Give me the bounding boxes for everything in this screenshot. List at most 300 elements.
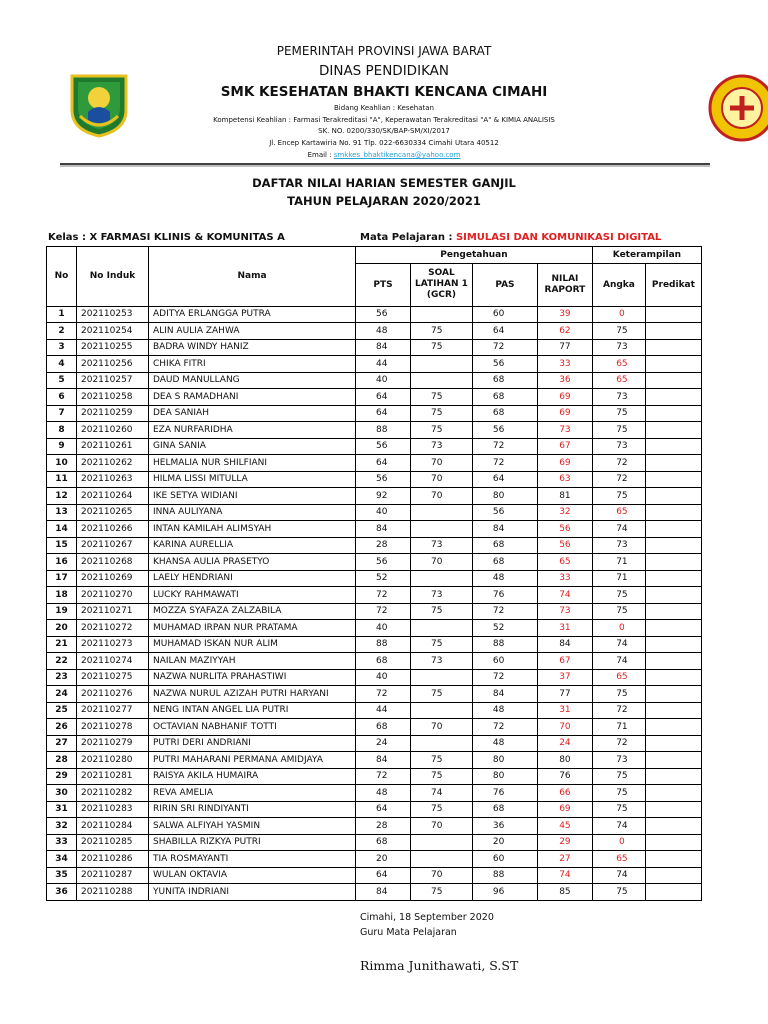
score-pas: 56	[472, 504, 537, 521]
score-raport: 36	[537, 372, 592, 389]
score-soal: 75	[411, 422, 473, 439]
student-id: 202110274	[77, 653, 149, 670]
score-pas: 68	[472, 554, 537, 571]
soal-line-3: (GCR)	[426, 290, 457, 300]
score-predikat	[645, 834, 701, 851]
score-soal	[411, 735, 473, 752]
score-raport: 73	[537, 603, 592, 620]
score-predikat	[645, 356, 701, 373]
header-divider	[60, 163, 710, 167]
row-number: 27	[47, 735, 77, 752]
header-email-line	[0, 151, 768, 159]
table-row	[47, 620, 702, 637]
score-raport: 81	[537, 488, 592, 505]
student-id: 202110268	[77, 554, 149, 571]
student-id: 202110257	[77, 372, 149, 389]
score-predikat	[645, 785, 701, 802]
student-name: NENG INTAN ANGEL LIA PUTRI	[149, 702, 356, 719]
student-name: TIA ROSMAYANTI	[149, 851, 356, 868]
class-label: Kelas : X FARMASI KLINIS & KOMUNITAS A	[48, 232, 285, 243]
score-angka: 74	[592, 867, 645, 884]
score-predikat	[645, 653, 701, 670]
student-name: KHANSA AULIA PRASETYO	[149, 554, 356, 571]
score-pts: 40	[356, 669, 411, 686]
table-row	[47, 752, 702, 769]
student-name: NAILAN MAZIYYAH	[149, 653, 356, 670]
score-raport: 56	[537, 537, 592, 554]
group-header-keterampilan: Keterampilan	[592, 247, 701, 264]
score-predikat	[645, 306, 701, 323]
score-soal: 74	[411, 785, 473, 802]
row-number: 33	[47, 834, 77, 851]
score-pts: 64	[356, 455, 411, 472]
score-predikat	[645, 620, 701, 637]
student-id: 202110288	[77, 884, 149, 901]
col-header-nama: Nama	[149, 247, 356, 307]
score-raport: 63	[537, 471, 592, 488]
score-angka: 65	[592, 372, 645, 389]
student-id: 202110254	[77, 323, 149, 340]
student-id: 202110253	[77, 306, 149, 323]
row-number: 34	[47, 851, 77, 868]
score-pts: 72	[356, 686, 411, 703]
score-raport: 80	[537, 752, 592, 769]
score-pts: 56	[356, 438, 411, 455]
student-name: NAZWA NURLITA PRAHASTIWI	[149, 669, 356, 686]
col-header-pas: PAS	[472, 263, 537, 306]
score-angka: 74	[592, 653, 645, 670]
score-pas: 84	[472, 521, 537, 538]
score-predikat	[645, 686, 701, 703]
score-angka: 0	[592, 620, 645, 637]
score-pts: 40	[356, 620, 411, 637]
table-row	[47, 653, 702, 670]
score-raport: 66	[537, 785, 592, 802]
score-pts: 88	[356, 422, 411, 439]
score-soal	[411, 356, 473, 373]
subject-line	[360, 232, 661, 243]
score-pts: 84	[356, 752, 411, 769]
table-row	[47, 818, 702, 835]
signature-role: Guru Mata Pelajaran	[360, 927, 457, 938]
table-row	[47, 438, 702, 455]
score-pts: 72	[356, 587, 411, 604]
score-pts: 64	[356, 867, 411, 884]
student-id: 202110282	[77, 785, 149, 802]
score-angka: 65	[592, 851, 645, 868]
score-angka: 73	[592, 438, 645, 455]
table-row	[47, 306, 702, 323]
col-header-predikat: Predikat	[645, 263, 701, 306]
student-id: 202110280	[77, 752, 149, 769]
student-id: 202110260	[77, 422, 149, 439]
score-pas: 76	[472, 785, 537, 802]
score-predikat	[645, 768, 701, 785]
score-soal: 75	[411, 405, 473, 422]
student-id: 202110265	[77, 504, 149, 521]
score-angka: 75	[592, 768, 645, 785]
score-pas: 64	[472, 471, 537, 488]
score-raport: 31	[537, 620, 592, 637]
col-header-soal	[411, 263, 473, 306]
score-pas: 80	[472, 488, 537, 505]
score-raport: 77	[537, 686, 592, 703]
score-pas: 88	[472, 867, 537, 884]
score-predikat	[645, 801, 701, 818]
table-row	[47, 389, 702, 406]
score-pts: 84	[356, 884, 411, 901]
score-soal: 70	[411, 471, 473, 488]
table-row	[47, 834, 702, 851]
student-id: 202110281	[77, 768, 149, 785]
student-id: 202110259	[77, 405, 149, 422]
score-pts: 40	[356, 372, 411, 389]
score-pas: 72	[472, 438, 537, 455]
table-row	[47, 851, 702, 868]
student-id: 202110261	[77, 438, 149, 455]
table-row	[47, 867, 702, 884]
table-row	[47, 702, 702, 719]
score-pts: 64	[356, 801, 411, 818]
email-link[interactable]: smkkes_bhaktikencana@yahoo.com	[333, 151, 461, 159]
score-pts: 92	[356, 488, 411, 505]
row-number: 10	[47, 455, 77, 472]
student-id: 202110270	[77, 587, 149, 604]
student-name: OCTAVIAN NABHANIF TOTTI	[149, 719, 356, 736]
score-raport: 69	[537, 389, 592, 406]
student-id: 202110262	[77, 455, 149, 472]
score-pts: 24	[356, 735, 411, 752]
student-name: IKE SETYA WIDIANI	[149, 488, 356, 505]
score-raport: 74	[537, 587, 592, 604]
col-header-raport	[537, 263, 592, 306]
table-row	[47, 801, 702, 818]
score-pas: 60	[472, 653, 537, 670]
score-soal: 70	[411, 867, 473, 884]
row-number: 36	[47, 884, 77, 901]
row-number: 5	[47, 372, 77, 389]
score-angka: 75	[592, 323, 645, 340]
student-name: HILMA LISSI MITULLA	[149, 471, 356, 488]
score-pas: 60	[472, 851, 537, 868]
score-predikat	[645, 818, 701, 835]
score-pts: 68	[356, 719, 411, 736]
score-pts: 64	[356, 389, 411, 406]
score-angka: 75	[592, 587, 645, 604]
score-predikat	[645, 554, 701, 571]
score-pas: 68	[472, 405, 537, 422]
row-number: 6	[47, 389, 77, 406]
score-soal	[411, 570, 473, 587]
student-id: 202110271	[77, 603, 149, 620]
row-number: 35	[47, 867, 77, 884]
score-raport: 39	[537, 306, 592, 323]
row-number: 22	[47, 653, 77, 670]
soal-line-1: SOAL	[428, 268, 455, 278]
row-number: 19	[47, 603, 77, 620]
score-soal: 75	[411, 752, 473, 769]
score-pas: 68	[472, 537, 537, 554]
table-row	[47, 356, 702, 373]
score-angka: 72	[592, 702, 645, 719]
header-bidang: Bidang Keahlian : Kesehatan	[334, 104, 434, 112]
student-id: 202110266	[77, 521, 149, 538]
table-row	[47, 719, 702, 736]
score-predikat	[645, 752, 701, 769]
score-pas: 72	[472, 603, 537, 620]
score-pts: 84	[356, 521, 411, 538]
score-pas: 48	[472, 702, 537, 719]
score-predikat	[645, 455, 701, 472]
student-name: RIRIN SRI RINDIYANTI	[149, 801, 356, 818]
score-predikat	[645, 851, 701, 868]
score-pas: 52	[472, 620, 537, 637]
row-number: 14	[47, 521, 77, 538]
table-row	[47, 455, 702, 472]
table-row	[47, 768, 702, 785]
student-name: SALWA ALFIYAH YASMIN	[149, 818, 356, 835]
table-row	[47, 422, 702, 439]
col-header-pts: PTS	[356, 263, 411, 306]
student-name: MOZZA SYAFAZA ZALZABILA	[149, 603, 356, 620]
row-number: 28	[47, 752, 77, 769]
table-row	[47, 587, 702, 604]
col-header-induk: No Induk	[77, 247, 149, 307]
subject-name: SIMULASI DAN KOMUNIKASI DIGITAL	[455, 232, 662, 243]
score-soal	[411, 834, 473, 851]
score-predikat	[645, 471, 701, 488]
student-name: BADRA WINDY HANIZ	[149, 339, 356, 356]
table-row	[47, 339, 702, 356]
student-id: 202110256	[77, 356, 149, 373]
score-pas: 72	[472, 719, 537, 736]
row-number: 25	[47, 702, 77, 719]
row-number: 24	[47, 686, 77, 703]
score-pts: 88	[356, 636, 411, 653]
score-pts: 20	[356, 851, 411, 868]
score-predikat	[645, 587, 701, 604]
score-predikat	[645, 422, 701, 439]
score-raport: 31	[537, 702, 592, 719]
score-angka: 65	[592, 669, 645, 686]
score-angka: 65	[592, 356, 645, 373]
score-predikat	[645, 504, 701, 521]
table-row	[47, 570, 702, 587]
score-angka: 74	[592, 636, 645, 653]
score-soal	[411, 702, 473, 719]
col-header-no: No	[47, 247, 77, 307]
score-pts: 52	[356, 570, 411, 587]
student-name: MUHAMAD ISKAN NUR ALIM	[149, 636, 356, 653]
score-pts: 56	[356, 554, 411, 571]
table-row	[47, 537, 702, 554]
row-number: 30	[47, 785, 77, 802]
student-id: 202110272	[77, 620, 149, 637]
score-pts: 68	[356, 834, 411, 851]
student-name: SHABILLA RIZKYA PUTRI	[149, 834, 356, 851]
table-row	[47, 372, 702, 389]
score-angka: 75	[592, 686, 645, 703]
col-header-angka: Angka	[592, 263, 645, 306]
score-predikat	[645, 570, 701, 587]
score-raport: 77	[537, 339, 592, 356]
raport-line-2: RAPORT	[544, 284, 586, 295]
score-pas: 88	[472, 636, 537, 653]
score-angka: 75	[592, 801, 645, 818]
score-pts: 64	[356, 405, 411, 422]
student-name: KARINA AURELLIA	[149, 537, 356, 554]
student-id: 202110255	[77, 339, 149, 356]
student-name: RAISYA AKILA HUMAIRA	[149, 768, 356, 785]
score-raport: 29	[537, 834, 592, 851]
student-name: PUTRI DERI ANDRIANI	[149, 735, 356, 752]
score-raport: 33	[537, 570, 592, 587]
score-angka: 74	[592, 521, 645, 538]
score-pas: 80	[472, 768, 537, 785]
table-row	[47, 669, 702, 686]
score-soal: 70	[411, 818, 473, 835]
student-name: INNA AULIYANA	[149, 504, 356, 521]
score-predikat	[645, 603, 701, 620]
student-id: 202110279	[77, 735, 149, 752]
score-angka: 75	[592, 488, 645, 505]
score-raport: 37	[537, 669, 592, 686]
score-pas: 48	[472, 735, 537, 752]
score-pts: 84	[356, 339, 411, 356]
signature-place-date: Cimahi, 18 September 2020	[360, 912, 494, 923]
score-predikat	[645, 884, 701, 901]
score-angka: 75	[592, 785, 645, 802]
score-raport: 45	[537, 818, 592, 835]
score-pas: 76	[472, 587, 537, 604]
score-soal: 75	[411, 636, 473, 653]
student-id: 202110273	[77, 636, 149, 653]
table-row	[47, 521, 702, 538]
header-school-name: SMK KESEHATAN BHAKTI KENCANA CIMAHI	[220, 84, 548, 100]
score-angka: 0	[592, 306, 645, 323]
score-raport: 70	[537, 719, 592, 736]
score-raport: 73	[537, 422, 592, 439]
score-angka: 75	[592, 422, 645, 439]
score-pas: 20	[472, 834, 537, 851]
score-soal: 73	[411, 653, 473, 670]
header-government: PEMERINTAH PROVINSI JAWA BARAT	[276, 44, 492, 58]
score-pas: 68	[472, 372, 537, 389]
student-name: DEA S RAMADHANI	[149, 389, 356, 406]
score-angka: 72	[592, 455, 645, 472]
score-pas: 68	[472, 801, 537, 818]
score-soal	[411, 669, 473, 686]
score-angka: 74	[592, 818, 645, 835]
student-id: 202110275	[77, 669, 149, 686]
row-number: 20	[47, 620, 77, 637]
score-pts: 48	[356, 785, 411, 802]
document-year: TAHUN PELAJARAN 2020/2021	[287, 194, 481, 208]
student-name: NAZWA NURUL AZIZAH PUTRI HARYANI	[149, 686, 356, 703]
table-row	[47, 323, 702, 340]
student-id: 202110263	[77, 471, 149, 488]
score-predikat	[645, 702, 701, 719]
score-pts: 56	[356, 471, 411, 488]
score-soal: 75	[411, 603, 473, 620]
group-header-pengetahuan: Pengetahuan	[356, 247, 593, 264]
score-angka: 71	[592, 570, 645, 587]
score-angka: 75	[592, 603, 645, 620]
score-predikat	[645, 438, 701, 455]
score-pts: 48	[356, 323, 411, 340]
score-raport: 74	[537, 867, 592, 884]
score-angka: 73	[592, 752, 645, 769]
table-row	[47, 686, 702, 703]
score-pts: 68	[356, 653, 411, 670]
row-number: 4	[47, 356, 77, 373]
student-id: 202110276	[77, 686, 149, 703]
score-angka: 73	[592, 537, 645, 554]
row-number: 26	[47, 719, 77, 736]
student-id: 202110277	[77, 702, 149, 719]
student-name: INTAN KAMILAH ALIMSYAH	[149, 521, 356, 538]
score-angka: 71	[592, 554, 645, 571]
table-row	[47, 471, 702, 488]
score-angka: 75	[592, 884, 645, 901]
score-raport: 67	[537, 653, 592, 670]
score-predikat	[645, 323, 701, 340]
score-predikat	[645, 867, 701, 884]
header-department: DINAS PENDIDIKAN	[318, 63, 450, 79]
row-number: 8	[47, 422, 77, 439]
score-raport: 69	[537, 405, 592, 422]
student-name: EZA NURFARIDHA	[149, 422, 356, 439]
score-soal	[411, 521, 473, 538]
score-soal: 73	[411, 587, 473, 604]
score-pts: 44	[356, 356, 411, 373]
row-number: 1	[47, 306, 77, 323]
score-pas: 72	[472, 669, 537, 686]
score-raport: 33	[537, 356, 592, 373]
score-raport: 65	[537, 554, 592, 571]
table-row	[47, 405, 702, 422]
score-angka: 75	[592, 405, 645, 422]
row-number: 17	[47, 570, 77, 587]
row-number: 23	[47, 669, 77, 686]
student-id: 202110278	[77, 719, 149, 736]
score-pas: 56	[472, 356, 537, 373]
row-number: 16	[47, 554, 77, 571]
student-name: LAELY HENDRIANI	[149, 570, 356, 587]
row-number: 21	[47, 636, 77, 653]
row-number: 9	[47, 438, 77, 455]
row-number: 7	[47, 405, 77, 422]
score-raport: 56	[537, 521, 592, 538]
grades-table-body	[47, 306, 702, 900]
row-number: 18	[47, 587, 77, 604]
score-predikat	[645, 405, 701, 422]
student-id: 202110267	[77, 537, 149, 554]
score-soal: 75	[411, 801, 473, 818]
score-soal: 75	[411, 884, 473, 901]
score-pts: 56	[356, 306, 411, 323]
row-number: 12	[47, 488, 77, 505]
score-soal	[411, 851, 473, 868]
score-pas: 96	[472, 884, 537, 901]
document-title: DAFTAR NILAI HARIAN SEMESTER GANJIL	[252, 176, 516, 190]
row-number: 2	[47, 323, 77, 340]
score-soal: 73	[411, 537, 473, 554]
score-predikat	[645, 636, 701, 653]
score-soal: 70	[411, 488, 473, 505]
score-raport: 69	[537, 455, 592, 472]
header-sk-number: SK. NO. 0200/330/SK/BAP-SM/XI/2017	[318, 127, 450, 135]
